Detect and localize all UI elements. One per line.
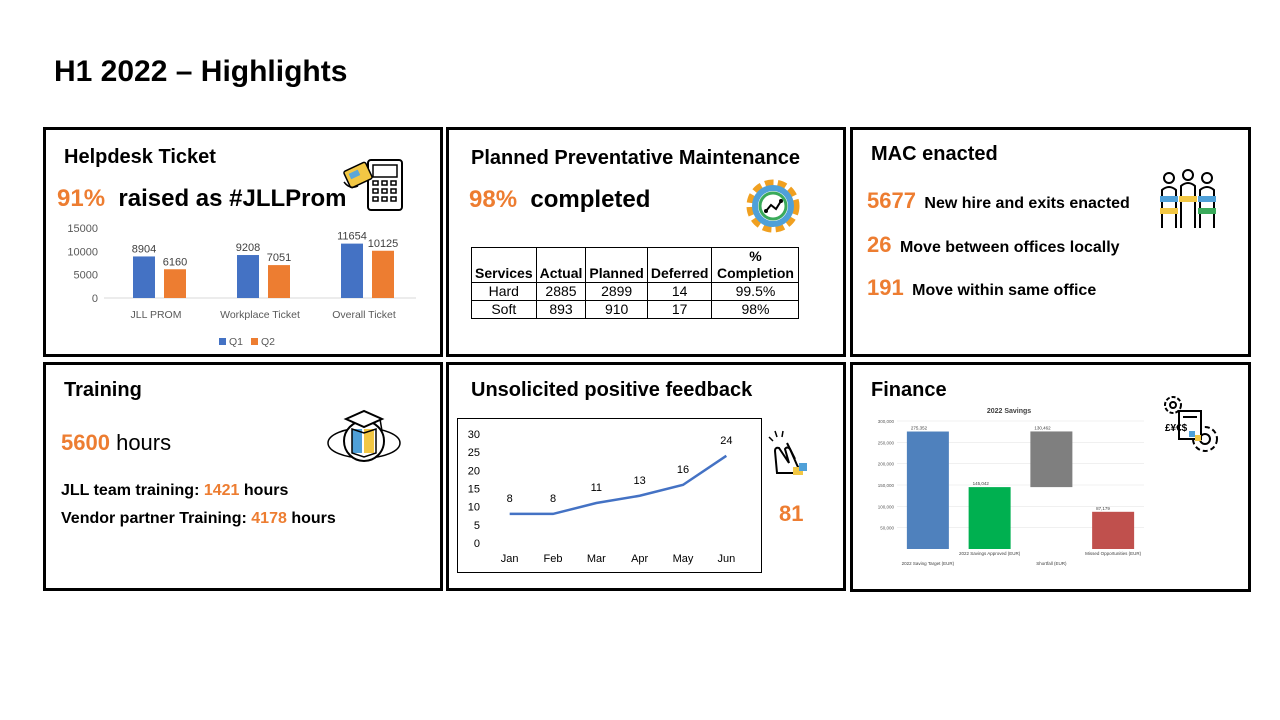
feedback-line-chart (457, 418, 762, 573)
feedback-title: Unsolicited positive feedback (471, 379, 753, 401)
data-label: 11654 (337, 230, 367, 243)
table-cell: Hard (472, 283, 537, 301)
training-jll-value: 1421 (203, 482, 240, 499)
bar-q2 (268, 265, 290, 298)
data-label: 10125 (367, 237, 399, 250)
mac-item-2 (867, 232, 1120, 258)
y-tick-label: 100,000 (877, 504, 894, 510)
y-tick-label: 25 (467, 447, 480, 460)
y-tick-label: 15 (467, 483, 480, 496)
data-label: 87,179 (1096, 505, 1110, 511)
bar-q2 (164, 269, 186, 298)
y-tick-label: 5000 (73, 269, 98, 282)
legend-swatch (251, 338, 258, 345)
finance-card (850, 362, 1251, 592)
table-row (472, 301, 799, 319)
x-tick-label: Mar (586, 553, 606, 565)
training-hours (61, 430, 171, 456)
category-label: Overall Ticket (332, 309, 396, 321)
mac-item-3 (867, 275, 1096, 301)
y-tick-label: 150,000 (877, 483, 894, 488)
data-label: 130,462 (1034, 425, 1051, 431)
finance-title: Finance (871, 379, 947, 401)
y-tick-label: 30 (467, 429, 480, 441)
helpdesk-text: raised as #JLLProm (118, 185, 347, 212)
currency-gear-icon (1159, 391, 1223, 457)
table-cell: 893 (536, 301, 586, 319)
data-label: 16 (676, 463, 690, 476)
y-tick-label: 0 (473, 538, 480, 550)
helpdesk-pct: 91% (57, 185, 106, 212)
training-hours-value: 5600 (61, 430, 110, 455)
training-vendor (61, 510, 336, 528)
category-label: Shortfall (EUR) (1036, 561, 1067, 566)
page-title: H1 2022 – Highlights (54, 55, 348, 88)
category-label: Missed Opportunities (EUR) (1085, 551, 1142, 556)
x-tick-label: Jun (717, 553, 736, 565)
y-tick-label: 15000 (67, 223, 98, 235)
helpdesk-stat (57, 185, 347, 213)
y-tick-label: 10 (467, 501, 480, 514)
training-hours-label: hours (116, 430, 172, 455)
legend-label: Q2 (261, 336, 276, 348)
training-jll-label: JLL team training: (61, 482, 200, 499)
finance-savings-chart (869, 403, 1149, 573)
ppm-card (446, 127, 846, 357)
x-tick-label: May (672, 553, 694, 565)
clapping-hands-icon (767, 429, 811, 479)
ppm-table-header (472, 248, 799, 283)
y-tick-label: 20 (467, 465, 480, 478)
category-label: JLL PROM (130, 309, 182, 321)
legend-swatch (219, 338, 226, 345)
ppm-header-planned: Planned (586, 248, 647, 283)
bar (969, 487, 1011, 549)
training-vendor-value: 4178 (251, 510, 287, 527)
feedback-total: 81 (779, 501, 804, 526)
ppm-header-deferred: Deferred (647, 248, 712, 283)
table-row (472, 283, 799, 301)
y-tick-label: 0 (91, 293, 98, 305)
y-tick-label: 200,000 (877, 461, 894, 467)
data-label: 8904 (131, 243, 157, 256)
feedback-card (446, 362, 846, 591)
category-label: Workplace Ticket (220, 309, 300, 321)
graduation-book-icon (324, 407, 404, 471)
category-label: 2022 Saving Target (EUR) (901, 561, 955, 566)
training-title: Training (64, 379, 142, 401)
mac-value: 26 (867, 232, 892, 257)
table-cell: 99.5% (712, 283, 799, 301)
y-tick-label: 300,000 (877, 419, 894, 424)
mac-label: Move between offices locally (899, 239, 1120, 256)
table-cell: 17 (647, 301, 712, 319)
data-label: 8 (506, 492, 513, 505)
y-tick-label: 5 (473, 519, 480, 532)
chart-title: 2022 Savings (986, 408, 1032, 415)
mac-value: 5677 (867, 188, 916, 213)
data-label: 6160 (162, 256, 188, 269)
people-icon (1157, 168, 1219, 230)
table-cell: 2899 (586, 283, 647, 301)
helpdesk-bar-chart (56, 220, 436, 350)
training-card (43, 362, 443, 591)
y-tick-label: 10000 (67, 246, 98, 259)
payment-terminal-icon (342, 154, 408, 214)
ppm-stat (469, 186, 650, 214)
table-cell: 2885 (536, 283, 586, 301)
helpdesk-title: Helpdesk Ticket (64, 146, 216, 168)
ppm-title: Planned Preventative Maintenance (471, 147, 801, 169)
table-cell: Soft (472, 301, 537, 319)
helpdesk-card (43, 127, 443, 357)
mac-card (850, 127, 1251, 357)
table-cell: 14 (647, 283, 712, 301)
y-tick-label: 250,000 (877, 440, 894, 446)
mac-title: MAC enacted (871, 143, 998, 165)
training-jll (61, 482, 288, 500)
data-label: 24 (720, 434, 733, 447)
data-label: 13 (633, 474, 646, 487)
ppm-header-services: Services (472, 248, 537, 283)
ppm-table (471, 247, 799, 319)
bar (907, 432, 949, 549)
data-label: 7051 (266, 252, 292, 265)
mac-item-1 (867, 188, 1130, 214)
mac-label: Move within same office (912, 282, 1097, 299)
data-label: 11 (590, 482, 603, 495)
data-label: 145,042 (972, 481, 989, 487)
bar (1030, 431, 1072, 487)
data-label: 9208 (235, 242, 261, 255)
ppm-text: completed (530, 186, 651, 213)
category-label: 2022 Savings Approved (EUR) (958, 551, 1021, 556)
mac-label: New hire and exits enacted (924, 195, 1130, 212)
bar-q1 (133, 256, 155, 298)
table-cell: 910 (586, 301, 647, 319)
ppm-pct: 98% (469, 186, 518, 213)
ppm-header-completion: % Completion (712, 248, 799, 283)
training-jll-unit: hours (243, 482, 289, 499)
svg-text:£¥€$: £¥€$ (1165, 423, 1188, 434)
bar (1092, 512, 1134, 549)
data-label: 8 (549, 492, 557, 505)
x-tick-label: Apr (631, 553, 649, 565)
data-label: 275,352 (910, 425, 928, 431)
gear-icon (741, 174, 805, 238)
table-cell: 98% (712, 301, 799, 319)
series-line (510, 456, 727, 514)
bar-q2 (372, 251, 394, 298)
legend-label: Q1 (229, 336, 244, 348)
mac-value: 191 (867, 275, 904, 300)
ppm-header-actual: Actual (536, 248, 586, 283)
training-vendor-unit: hours (291, 510, 336, 527)
y-tick-label: 50,000 (880, 525, 894, 531)
bar-q1 (341, 244, 363, 298)
bar-q1 (237, 255, 259, 298)
x-tick-label: Jan (500, 553, 519, 565)
x-tick-label: Feb (543, 553, 563, 565)
training-vendor-label: Vendor partner Training: (61, 510, 247, 527)
